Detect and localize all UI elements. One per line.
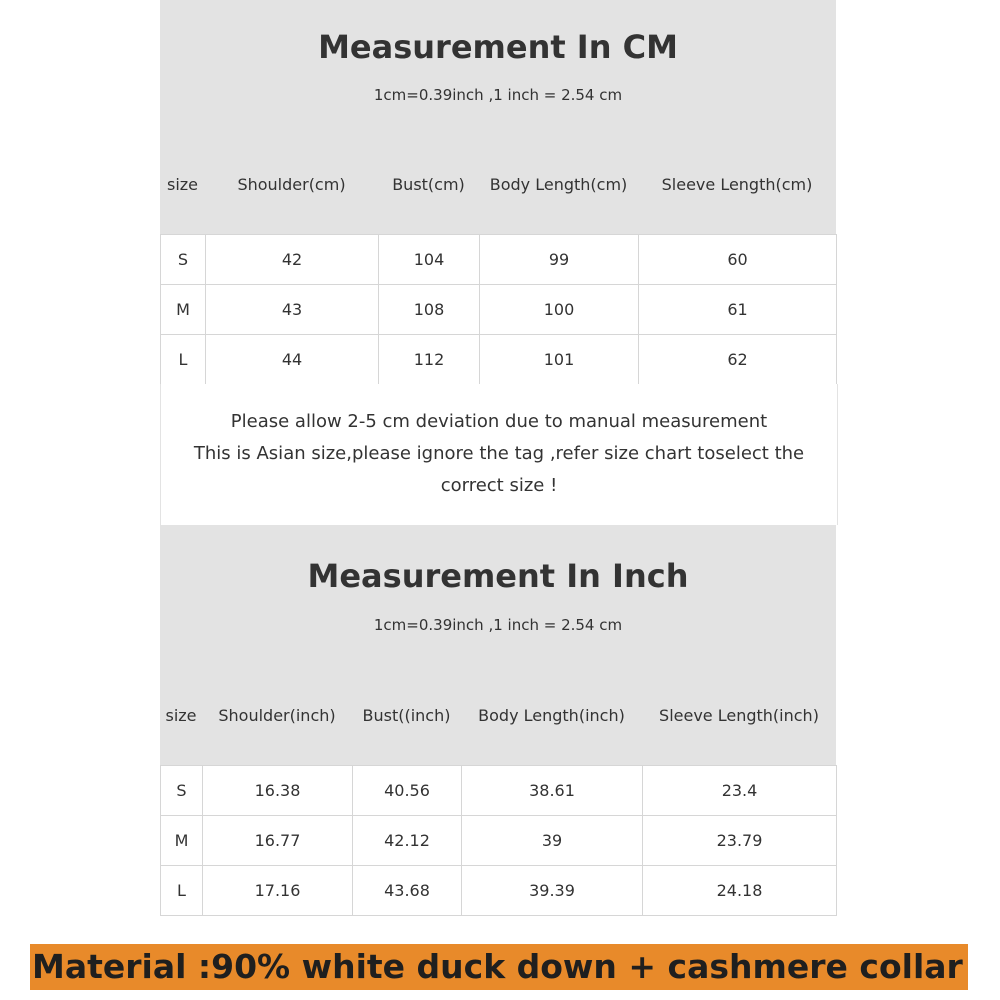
inch-section (160, 525, 836, 765)
bust-cell: 108 (379, 285, 480, 335)
table-row (161, 766, 837, 816)
note-line-1: Please allow 2-5 cm deviation due to manual measurement (230, 411, 768, 432)
inch-header-row (160, 671, 836, 759)
body-length-cell: 99 (480, 235, 639, 285)
cm-header-size: size (166, 174, 199, 194)
cm-table (160, 234, 836, 385)
size-cell: L (161, 866, 203, 916)
shoulder-cell: 16.38 (203, 766, 353, 816)
cm-header-row (160, 140, 836, 228)
bust-cell: 104 (379, 235, 480, 285)
inch-header-shoulder: Shoulder(inch) (218, 705, 336, 725)
sleeve-length-cell: 60 (639, 235, 837, 285)
body-length-cell: 100 (480, 285, 639, 335)
note-line-3: correct size ! (440, 475, 558, 496)
cm-title: Measurement In CM (318, 28, 678, 66)
sleeve-length-cell: 62 (639, 335, 837, 385)
sleeve-length-cell: 61 (639, 285, 837, 335)
size-cell: S (161, 235, 206, 285)
shoulder-cell: 16.77 (203, 816, 353, 866)
body-length-cell: 38.61 (462, 766, 643, 816)
cm-header-body-length: Body Length(cm) (489, 174, 628, 194)
sleeve-length-cell: 23.79 (643, 816, 837, 866)
cm-header-sleeve-length: Sleeve Length(cm) (661, 174, 813, 194)
size-cell: L (161, 335, 206, 385)
bust-cell: 43.68 (353, 866, 462, 916)
cm-conversion-note: 1cm=0.39inch ,1 inch = 2.54 cm (373, 86, 623, 104)
shoulder-cell: 43 (206, 285, 379, 335)
deviation-note (160, 384, 838, 525)
table-row (161, 235, 837, 285)
size-cell: S (161, 766, 203, 816)
sleeve-length-cell: 24.18 (643, 866, 837, 916)
shoulder-cell: 44 (206, 335, 379, 385)
bust-cell: 112 (379, 335, 480, 385)
table-row (161, 816, 837, 866)
shoulder-cell: 17.16 (203, 866, 353, 916)
bust-cell: 40.56 (353, 766, 462, 816)
inch-title: Measurement In Inch (307, 557, 689, 595)
inch-header-body-length: Body Length(inch) (478, 705, 625, 725)
size-cell: M (161, 816, 203, 866)
body-length-cell: 39.39 (462, 866, 643, 916)
table-row (161, 285, 837, 335)
table-row (161, 335, 837, 385)
size-cell: M (161, 285, 206, 335)
body-length-cell: 39 (462, 816, 643, 866)
inch-conversion-note: 1cm=0.39inch ,1 inch = 2.54 cm (373, 616, 623, 634)
material-banner: Material :90% white duck down + cashmere collar (30, 944, 968, 990)
shoulder-cell: 42 (206, 235, 379, 285)
sleeve-length-cell: 23.4 (643, 766, 837, 816)
inch-table (160, 765, 836, 916)
cm-header-shoulder: Shoulder(cm) (237, 174, 346, 194)
cm-section (160, 0, 836, 234)
bust-cell: 42.12 (353, 816, 462, 866)
inch-header-size: size (165, 705, 197, 725)
table-row (161, 866, 837, 916)
inch-header-bust: Bust((inch) (362, 705, 451, 725)
note-line-2: This is Asian size,please ignore the tag ,refer size chart toselect the (193, 443, 805, 464)
inch-header-sleeve-length: Sleeve Length(inch) (659, 705, 819, 725)
cm-header-bust: Bust(cm) (392, 174, 465, 194)
body-length-cell: 101 (480, 335, 639, 385)
